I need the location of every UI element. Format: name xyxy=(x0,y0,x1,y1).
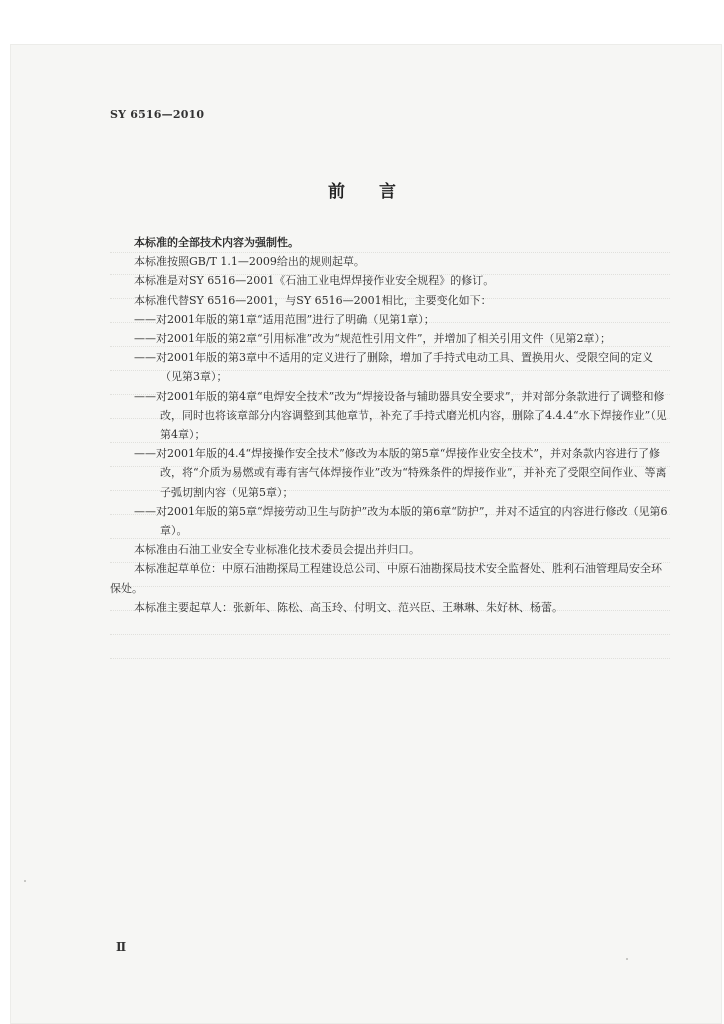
drafters-paragraph: 本标准主要起草人：张新年、陈松、高玉玲、付明文、范兴臣、王琳琳、朱好林、杨蕾。 xyxy=(134,600,563,614)
proposed-by-paragraph: 本标准由石油工业安全专业标准化技术委员会提出并归口。 xyxy=(134,543,420,557)
foreword-body xyxy=(110,233,670,617)
page-title: 前言 xyxy=(328,182,430,202)
change-item: ——对2001年版的第4章“电焊安全技术”改为“焊接设备与辅助器具安全要求”，并对部分条款进行了调整和修改，同时也将该章部分内容调整到其他章节，补充了手持式磨光机内容，删除了4.4.4“水下焊接作业”（见第4章）； xyxy=(134,389,667,442)
mandatory-statement: 本标准的全部技术内容为强制性。 xyxy=(134,236,299,249)
drafting-units-paragraph: 本标准起草单位：中原石油勘探局工程建设总公司、中原石油勘探局技术安全监督处、胜利石油管理局安全环保处。 xyxy=(110,562,662,595)
scan-speck xyxy=(626,958,628,960)
document-code: SY 6516—2010 xyxy=(110,108,205,121)
change-item: ——对2001年版的4.4“焊接操作安全技术”修改为本版的第5章“焊接作业安全技术”，并对条款内容进行了修改，将“介质为易燃或有毒有害气体焊接作业”改为“特殊条件的焊接作业”，并补充了受限空间作业、等离子弧切割内容（见第5章）； xyxy=(134,447,667,499)
drafting-rules-paragraph: 本标准按照GB/T 1.1—2009给出的规则起草。 xyxy=(134,255,365,269)
change-item: ——对2001年版的第2章“引用标准”改为“规范性引用文件”，并增加了相关引用文件（见第2章）； xyxy=(134,332,611,346)
replaces-paragraph: 本标准代替SY 6516—2001，与SY 6516—2001相比，主要变化如下： xyxy=(134,293,492,307)
change-item: ——对2001年版的第1章“适用范围”进行了明确（见第1章）； xyxy=(134,312,435,326)
change-item: ——对2001年版的第3章中不适用的定义进行了删除，增加了手持式电动工具、置换用火、受限空间的定义（见第3章）； xyxy=(134,351,653,384)
page-number: Ⅱ xyxy=(116,940,127,954)
scan-speck xyxy=(24,880,26,882)
revision-paragraph: 本标准是对SY 6516—2001《石油工业电焊焊接作业安全规程》的修订。 xyxy=(134,274,495,288)
change-item: ——对2001年版的第5章“焊接劳动卫生与防护”改为本版的第6章“防护”，并对不适宜的内容进行修改（见第6章）。 xyxy=(134,504,668,538)
